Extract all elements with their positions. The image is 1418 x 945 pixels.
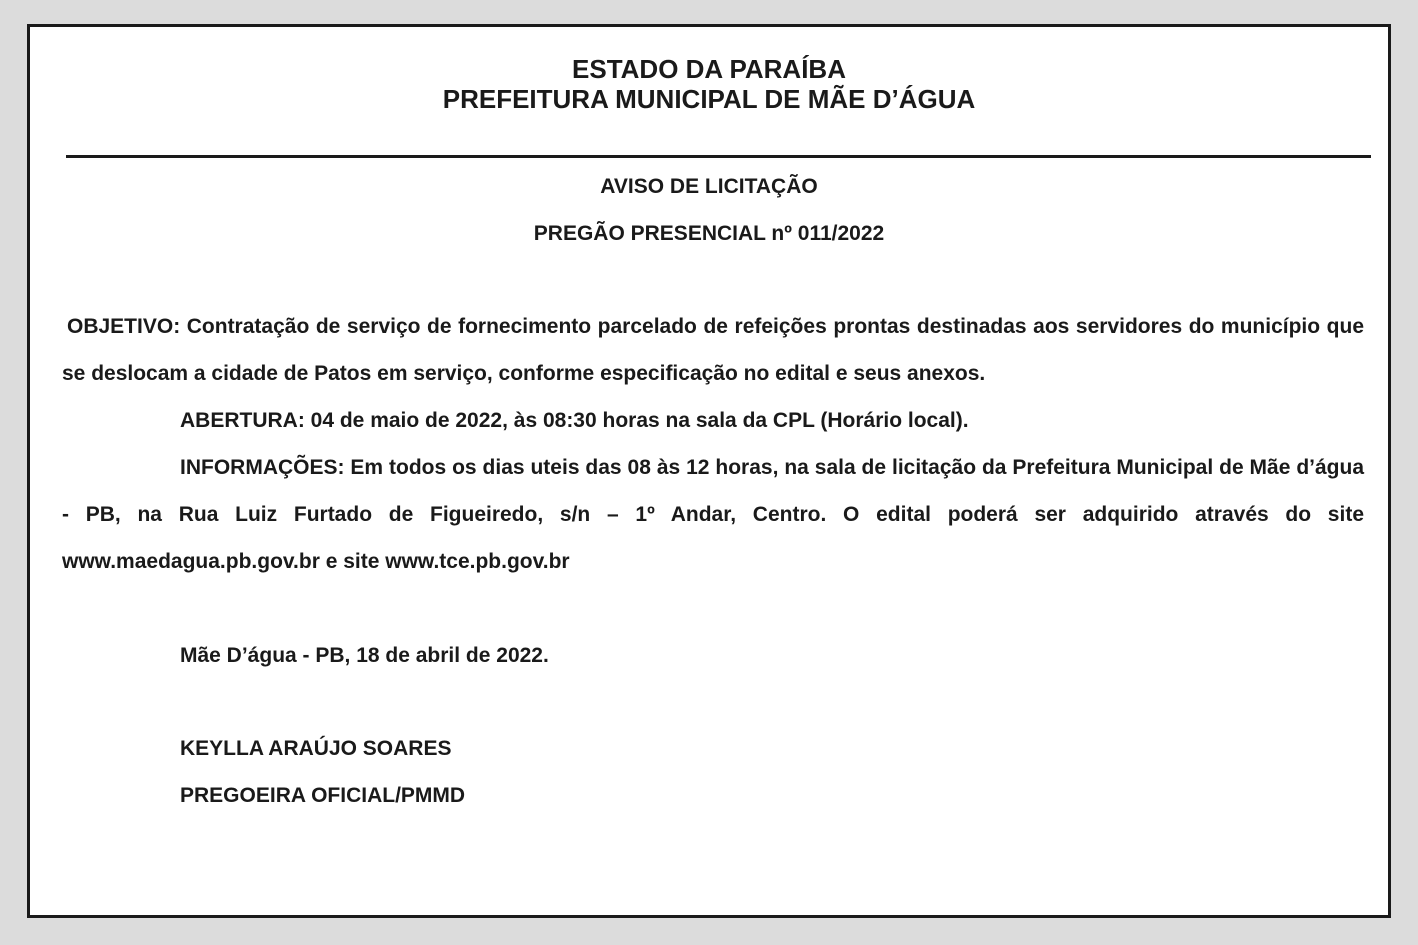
abertura-paragraph: ABERTURA: 04 de maio de 2022, às 08:30 horas na sala da CPL (Horário local). <box>180 409 969 432</box>
prefecture-heading: PREFEITURA MUNICIPAL DE MÃE D’ÁGUA <box>442 84 976 114</box>
dateline: Mãe D’água - PB, 18 de abril de 2022. <box>180 644 549 667</box>
signer-name: KEYLLA ARAÚJO SOARES <box>180 737 452 760</box>
header-divider <box>66 155 1371 158</box>
notice-subtitle: PREGÃO PRESENCIAL nº 011/2022 <box>533 222 885 245</box>
informacoes-paragraph: INFORMAÇÕES: Em todos os dias uteis das 08 às 12 horas, na sala de licitação da Prefeitura Municipal de Mãe d’água - PB, na Rua Luiz Furtado de Figueiredo, s/n – 1º Andar, Centro. O edital poderá ser adquirido através do site www.maedagua.pb.gov.br e site www.tce.pb.gov.br <box>62 456 1364 573</box>
signer-role: PREGOEIRA OFICIAL/PMMD <box>180 784 466 807</box>
notice-title: AVISO DE LICITAÇÃO <box>600 175 818 198</box>
notice-frame <box>27 24 1391 918</box>
objetivo-paragraph: OBJETIVO: Contratação de serviço de fornecimento parcelado de refeições prontas destinadas aos servidores do município que se deslocam a cidade de Patos em serviço, conforme especificação no edital e seus anexos. <box>62 315 1364 385</box>
state-heading: ESTADO DA PARAÍBA <box>572 54 846 84</box>
